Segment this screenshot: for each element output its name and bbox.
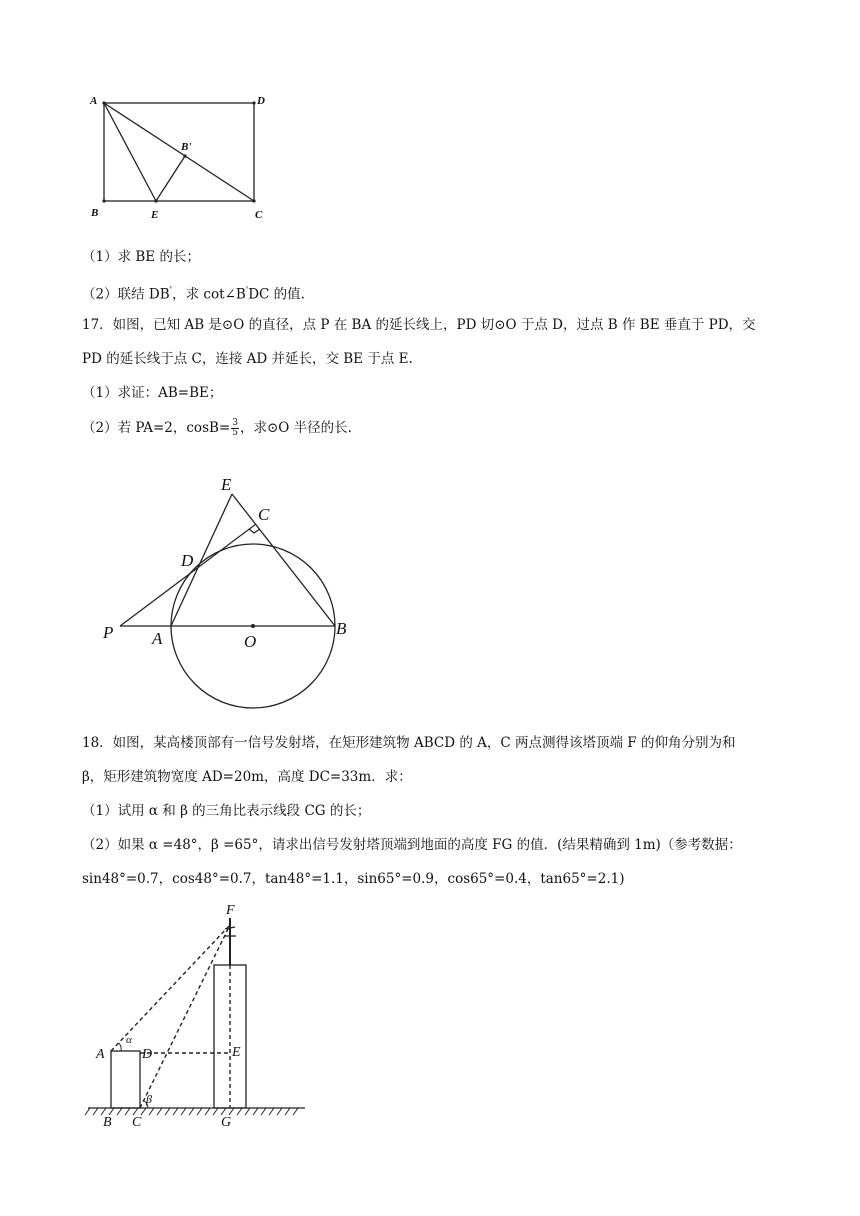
angle-alpha-arc	[119, 1043, 121, 1051]
label-c: C	[132, 1115, 142, 1130]
q18-part2-line2: sin48°=0.7，cos48°=0.7，tan48°=1.1，sin65°=0.9，cos65°=0.4，tan65°=2.1)	[82, 871, 625, 887]
q18-line2: β，矩形建筑物宽度 AD=20m，高度 DC=33m．求：	[82, 769, 412, 785]
label-a: A	[90, 95, 98, 107]
label-e: E	[221, 475, 232, 494]
q16-part2	[82, 282, 305, 304]
q18-part2: （2）如果 α =48°，β =65°，请求出信号发射塔顶端到地面的高度 FG 的值．(结果精确到 1m)（参考数据：	[82, 837, 742, 853]
q16-part2-text-b: ，求 cot∠B	[172, 286, 246, 303]
label-alpha: α	[126, 1034, 132, 1046]
line-pc	[120, 524, 256, 626]
segment-ae	[104, 103, 156, 201]
q17-part2	[82, 419, 352, 438]
label-e: E	[232, 1045, 241, 1060]
sightline-af	[111, 925, 230, 1051]
fraction-3-5: $\frac{3}{5}$	[232, 418, 238, 438]
segment-eb-prime	[156, 156, 185, 201]
label-b: B	[91, 207, 99, 219]
q17-part2-text-a: （2）若 PA=2，cosB=	[82, 420, 231, 436]
sightline-cf	[140, 925, 230, 1108]
label-a: A	[96, 1047, 105, 1062]
label-beta: β	[146, 1092, 152, 1106]
label-c: C	[255, 209, 263, 221]
label-f: F	[226, 903, 235, 918]
q17-part1: （1）求证：AB=BE；	[82, 385, 223, 401]
ground-hatching	[85, 1108, 298, 1115]
q17-line1: 17．如图，已知 AB 是⊙O 的直径，点 P 在 BA 的延长线上，PD 切⊙O 于点 D，过点 B 作 BE 垂直于 PD，交	[82, 317, 756, 333]
q18-line1: 18．如图，某高楼顶部有一信号发射塔，在矩形建筑物 ABCD 的 A，C 两点测得该塔顶端 F 的仰角分别为和	[82, 735, 736, 751]
q17-line2: PD 的延长线于点 C，连接 AD 并延长，交 BE 于点 E.	[82, 351, 413, 367]
line-eb	[232, 494, 335, 626]
figure-tower-buildings	[80, 898, 320, 1158]
label-b: B	[103, 1115, 112, 1130]
q17-part2-text-b: ，求⊙O 半径的长.	[239, 420, 352, 436]
label-b-prime: B'	[181, 141, 192, 153]
building-abcd	[111, 1051, 140, 1108]
label-a: A	[152, 629, 163, 648]
center-point	[251, 624, 255, 628]
label-o: O	[244, 632, 257, 651]
label-c: C	[258, 505, 270, 524]
label-d: D	[181, 551, 194, 570]
q16-part2-sup-a: '	[169, 286, 173, 296]
diagonal-ac	[104, 103, 254, 201]
q16-part2-text-c: DC 的值.	[248, 286, 305, 303]
q16-part1: （1）求 BE 的长；	[82, 249, 200, 265]
label-b: B	[336, 619, 347, 638]
label-g: G	[221, 1115, 232, 1130]
q18-part1: （1）试用 α 和 β 的三角比表示线段 CG 的长；	[82, 803, 371, 819]
q16-part2-sup-b: '	[245, 286, 249, 296]
right-angle-mark	[249, 529, 260, 533]
label-d: D	[257, 95, 265, 107]
label-d: D	[142, 1047, 153, 1062]
q16-part2-text-a: （2）联结 DB	[82, 286, 170, 303]
figure-circle-tangent	[95, 452, 365, 712]
label-p: P	[103, 623, 114, 642]
label-e: E	[151, 209, 159, 221]
figure-rectangle-fold	[85, 88, 275, 223]
